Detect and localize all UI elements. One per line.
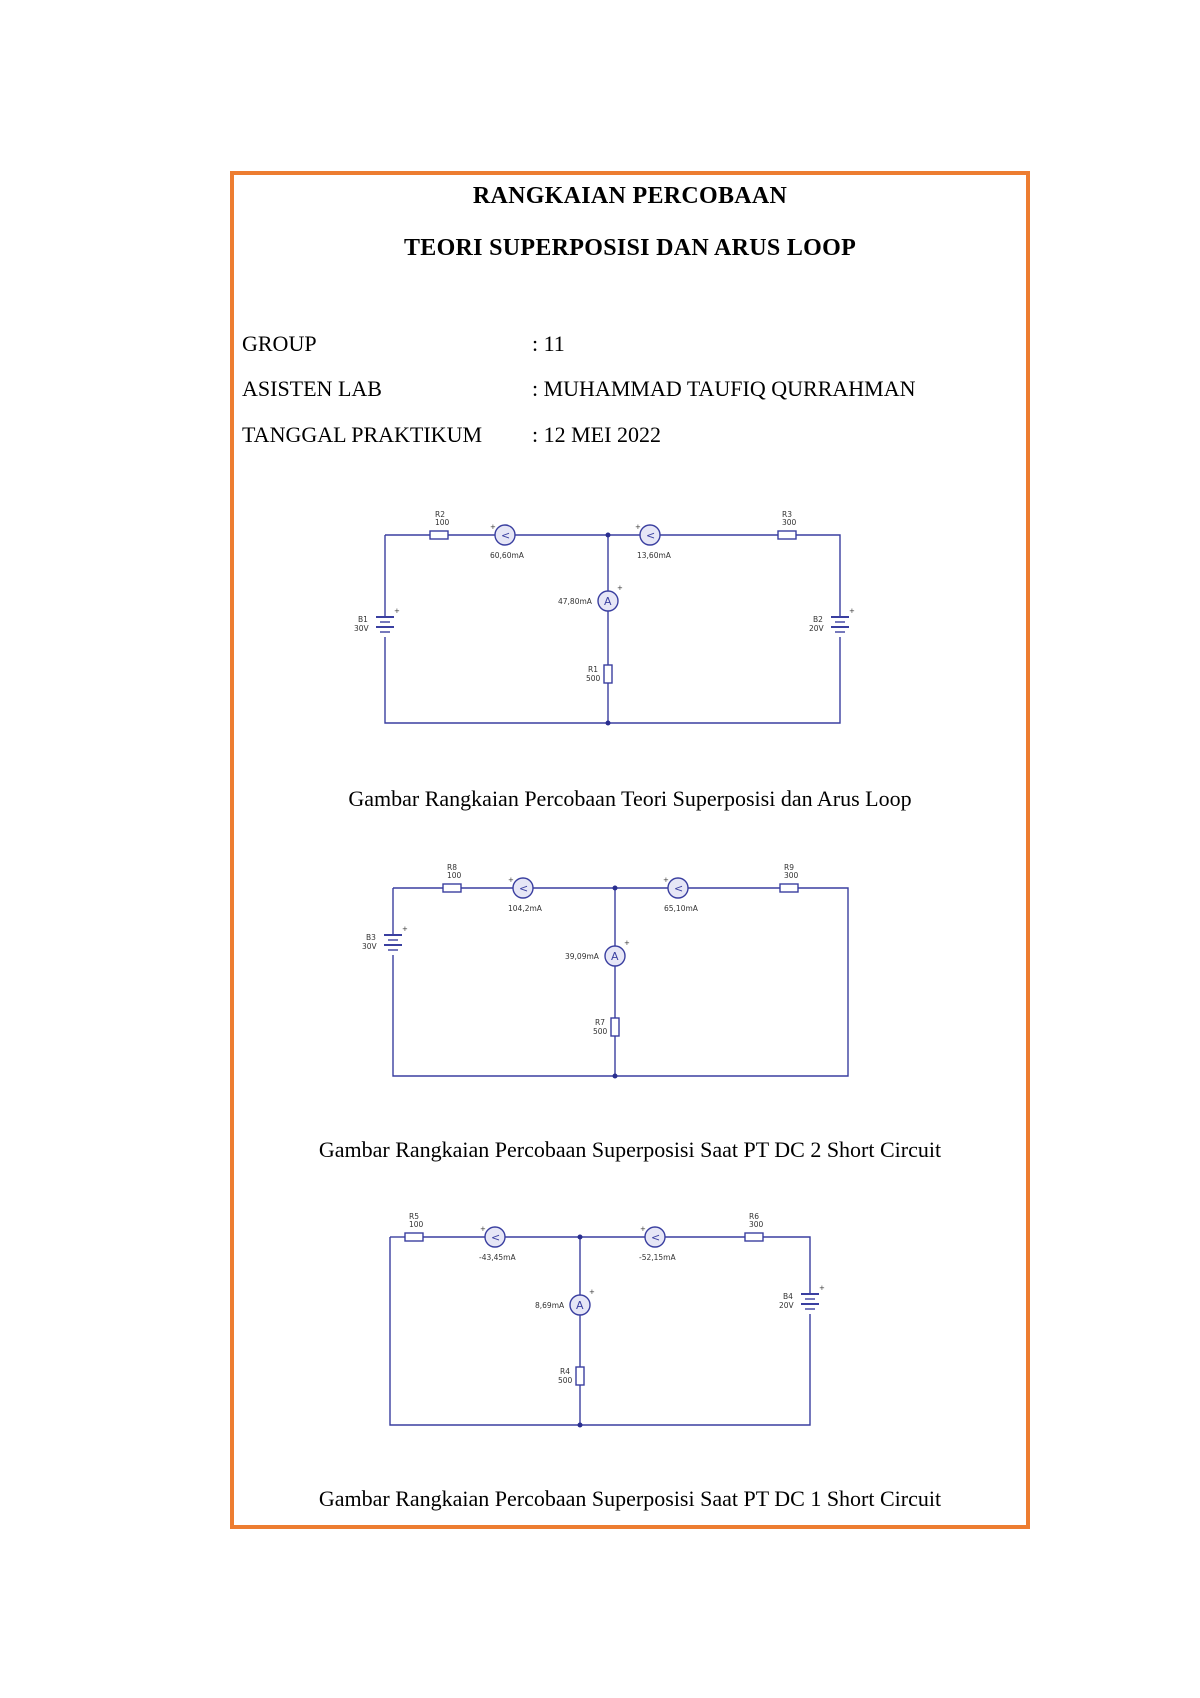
plus-sign: + bbox=[617, 584, 623, 592]
battery-b1-value: 30V bbox=[354, 624, 369, 633]
battery-b3 bbox=[384, 935, 402, 950]
ammeter-left-reading: 104,2mA bbox=[508, 904, 542, 913]
resistor-r4-value: 500 bbox=[558, 1376, 573, 1385]
battery-b4-value: 20V bbox=[779, 1301, 794, 1310]
circuit-diagram-1 bbox=[340, 505, 860, 735]
ammeter-middle-reading: 47,80mA bbox=[558, 597, 592, 606]
ammeter-right-reading: 13,60mA bbox=[637, 551, 671, 560]
resistor-r9 bbox=[780, 884, 798, 892]
resistor-r2 bbox=[430, 531, 448, 539]
resistor-r7-value: 500 bbox=[593, 1027, 608, 1036]
circuit-diagram-3 bbox=[345, 1207, 865, 1437]
junction-node bbox=[613, 1074, 618, 1079]
date-label: TANGGAL PRAKTIKUM bbox=[242, 422, 483, 447]
ammeter-icon: A bbox=[576, 1299, 584, 1312]
resistor-r1-name: R1 bbox=[588, 665, 598, 674]
date-value: : 12 MEI 2022 bbox=[532, 422, 661, 447]
figure-1-caption: Gambar Rangkaian Percobaan Teori Superposisi dan Arus Loop bbox=[348, 786, 912, 811]
document-title-line-1: RANGKAIAN PERCOBAAN bbox=[472, 183, 788, 209]
resistor-r6 bbox=[745, 1233, 763, 1241]
resistor-r2-name: R2 bbox=[435, 510, 445, 519]
ammeter-icon: < bbox=[674, 882, 684, 895]
plus-sign: + bbox=[635, 523, 641, 531]
resistor-r3-value: 300 bbox=[782, 518, 797, 527]
plus-sign: + bbox=[490, 523, 496, 531]
battery-b4 bbox=[801, 1294, 819, 1309]
resistor-r6-value: 300 bbox=[749, 1220, 764, 1229]
junction-node bbox=[606, 533, 611, 538]
resistor-r1 bbox=[604, 665, 612, 683]
figure-3-caption: Gambar Rangkaian Percobaan Superposisi Saat PT DC 1 Short Circuit bbox=[318, 1486, 942, 1511]
battery-b3-name: B3 bbox=[366, 933, 376, 942]
resistor-r4-name: R4 bbox=[560, 1367, 570, 1376]
plus-sign: + bbox=[640, 1225, 646, 1233]
battery-b4-name: B4 bbox=[783, 1292, 793, 1301]
document-title-line-2: TEORI SUPERPOSISI DAN ARUS LOOP bbox=[403, 235, 857, 261]
plus-sign: + bbox=[508, 876, 514, 884]
plus-sign: + bbox=[819, 1284, 825, 1292]
battery-b1 bbox=[376, 617, 394, 632]
battery-b2-value: 20V bbox=[809, 624, 824, 633]
ammeter-icon: A bbox=[604, 595, 612, 608]
ammeter-left-reading: 60,60mA bbox=[490, 551, 524, 560]
resistor-r9-value: 300 bbox=[784, 871, 799, 880]
resistor-r5-value: 100 bbox=[409, 1220, 424, 1229]
resistor-r9-name: R9 bbox=[784, 863, 794, 872]
battery-b2-name: B2 bbox=[813, 615, 823, 624]
junction-node bbox=[606, 721, 611, 726]
resistor-r8 bbox=[443, 884, 461, 892]
battery-b1-name: B1 bbox=[358, 615, 368, 624]
ammeter-icon: < bbox=[646, 529, 656, 542]
ammeter-icon: < bbox=[501, 529, 511, 542]
ammeter-right-reading: -52,15mA bbox=[639, 1253, 676, 1262]
plus-sign: + bbox=[394, 607, 400, 615]
plus-sign: + bbox=[402, 925, 408, 933]
resistor-r5-name: R5 bbox=[409, 1212, 419, 1221]
wire bbox=[393, 888, 848, 1076]
resistor-r8-name: R8 bbox=[447, 863, 457, 872]
resistor-r7-name: R7 bbox=[595, 1018, 605, 1027]
wire bbox=[796, 535, 840, 617]
ammeter-middle-reading: 8,69mA bbox=[535, 1301, 565, 1310]
junction-node bbox=[613, 886, 618, 891]
assistant-label: ASISTEN LAB bbox=[242, 376, 382, 401]
plus-sign: + bbox=[663, 876, 669, 884]
plus-sign: + bbox=[849, 607, 855, 615]
wire bbox=[390, 1237, 810, 1425]
resistor-r1-value: 500 bbox=[586, 674, 601, 683]
resistor-r8-value: 100 bbox=[447, 871, 462, 880]
assistant-value: : MUHAMMAD TAUFIQ QURRAHMAN bbox=[532, 376, 916, 401]
group-value: : 11 bbox=[532, 331, 565, 356]
ammeter-right-reading: 65,10mA bbox=[664, 904, 698, 913]
resistor-r7 bbox=[611, 1018, 619, 1036]
resistor-r5 bbox=[405, 1233, 423, 1241]
resistor-r3-name: R3 bbox=[782, 510, 792, 519]
junction-node bbox=[578, 1235, 583, 1240]
resistor-r6-name: R6 bbox=[749, 1212, 759, 1221]
ammeter-left-reading: -43,45mA bbox=[479, 1253, 516, 1262]
battery-b2 bbox=[831, 617, 849, 632]
resistor-r2-value: 100 bbox=[435, 518, 450, 527]
plus-sign: + bbox=[589, 1288, 595, 1296]
figure-2-caption: Gambar Rangkaian Percobaan Superposisi Saat PT DC 2 Short Circuit bbox=[318, 1137, 942, 1162]
battery-b3-value: 30V bbox=[362, 942, 377, 951]
ammeter-icon: A bbox=[611, 950, 619, 963]
ammeter-icon: < bbox=[651, 1231, 661, 1244]
ammeter-middle-reading: 39,09mA bbox=[565, 952, 599, 961]
wire bbox=[763, 1237, 810, 1294]
circuit-diagram-2 bbox=[348, 858, 868, 1088]
resistor-r4 bbox=[576, 1367, 584, 1385]
resistor-r3 bbox=[778, 531, 796, 539]
plus-sign: + bbox=[624, 939, 630, 947]
group-label: GROUP bbox=[242, 331, 317, 356]
plus-sign: + bbox=[480, 1225, 486, 1233]
ammeter-icon: < bbox=[519, 882, 529, 895]
ammeter-icon: < bbox=[491, 1231, 501, 1244]
junction-node bbox=[578, 1423, 583, 1428]
